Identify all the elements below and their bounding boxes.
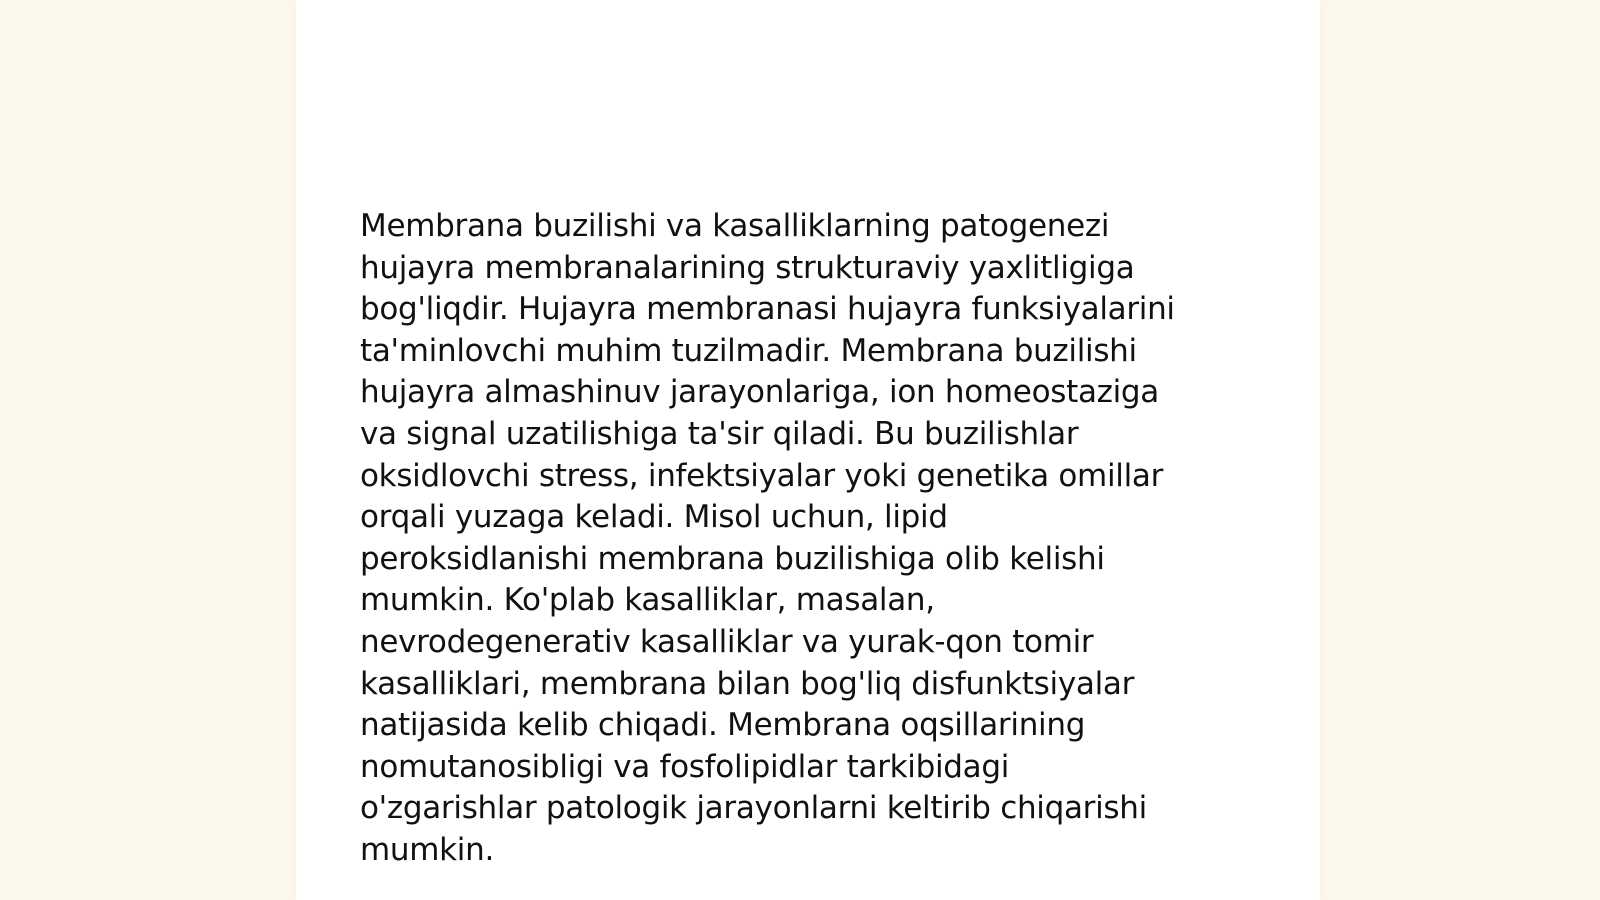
document-slide [296, 0, 1320, 900]
body-paragraph: Membrana buzilishi va kasalliklarning patogenezi hujayra membranalarining strukturaviy yaxlitligiga bog'liqdir. Hujayra membranasi hujayra funksiyalarini ta'minlovchi muhim tuzilmadir. Membrana buzilishi hujayra almashinuv jarayonlariga, ion homeostaziga va signal uzatilishiga ta'sir qiladi. Bu buzilishlar oksidlovchi stress, infektsiyalar yoki genetika omillar orqali yuzaga keladi. Misol uchun, lipid peroksidlanishi membrana buzilishiga olib kelishi mumkin. Ko'plab kasalliklar, masalan, nevrodegenerativ kasalliklar va yurak-qon tomir kasalliklari, membrana bilan bog'liq disfunktsiyalar natijasida kelib chiqadi. Membrana oqsillarining nomutanosibligi va fosfolipidlar tarkibidagi o'zgarishlar patologik jarayonlarni keltirib chiqarishi mumkin. [360, 208, 1175, 868]
